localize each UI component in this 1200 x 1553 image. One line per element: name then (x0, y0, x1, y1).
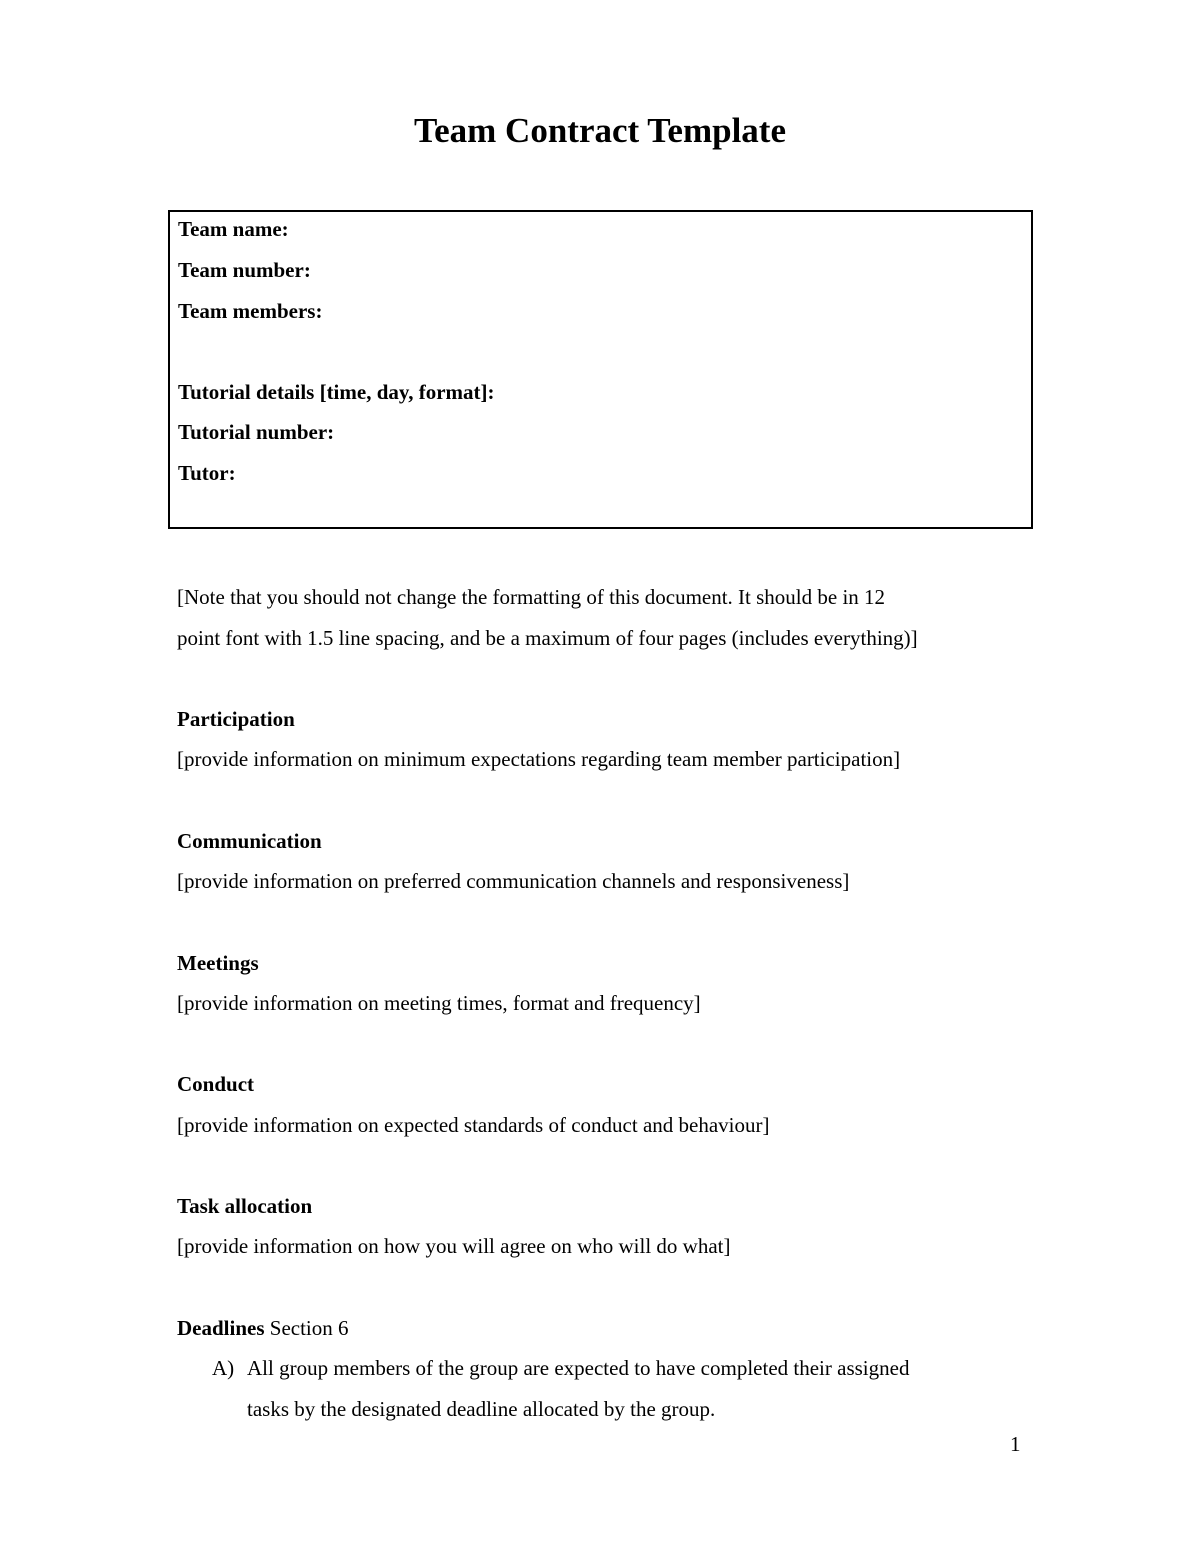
formatting-note-line-2: point font with 1.5 line spacing, and be a maximum of four pages (includes everything)] (177, 626, 918, 650)
communication-heading: Communication (177, 829, 322, 853)
document-title: Team Contract Template (413, 111, 786, 150)
communication-body: [provide information on preferred communication channels and responsiveness] (177, 869, 850, 893)
team-name-label: Team name: (178, 217, 289, 241)
team-number-label: Team number: (178, 258, 311, 282)
list-item-text-line-2: tasks by the designated deadline allocated by the group. (247, 1397, 716, 1421)
team-info-box (168, 210, 1033, 529)
tutorial-details-label: Tutorial details [time, day, format]: (178, 380, 495, 404)
list-item-marker: A) (212, 1356, 235, 1380)
task-allocation-heading: Task allocation (177, 1194, 313, 1218)
task-allocation-body: [provide information on how you will agree on who will do what] (177, 1234, 731, 1258)
conduct-body: [provide information on expected standards of conduct and behaviour] (177, 1113, 770, 1137)
deadlines-heading (177, 1314, 349, 1342)
participation-heading: Participation (177, 707, 295, 731)
meetings-body: [provide information on meeting times, format and frequency] (177, 991, 701, 1015)
tutorial-number-label: Tutorial number: (178, 420, 335, 444)
deadlines-heading-text: Deadlines (177, 1316, 265, 1340)
list-item-text-line-1: All group members of the group are expected to have completed their assigned (247, 1356, 910, 1380)
tutor-label: Tutor: (178, 461, 236, 485)
formatting-note-line-1: [Note that you should not change the formatting of this document. It should be in 12 (177, 585, 886, 609)
deadlines-section-ref: Section 6 (264, 1316, 349, 1340)
conduct-heading: Conduct (177, 1072, 255, 1096)
page-number: 1 (1010, 1432, 1021, 1456)
participation-body: [provide information on minimum expectations regarding team member participation] (177, 747, 901, 771)
team-members-label: Team members: (178, 299, 323, 323)
meetings-heading: Meetings (177, 951, 259, 975)
